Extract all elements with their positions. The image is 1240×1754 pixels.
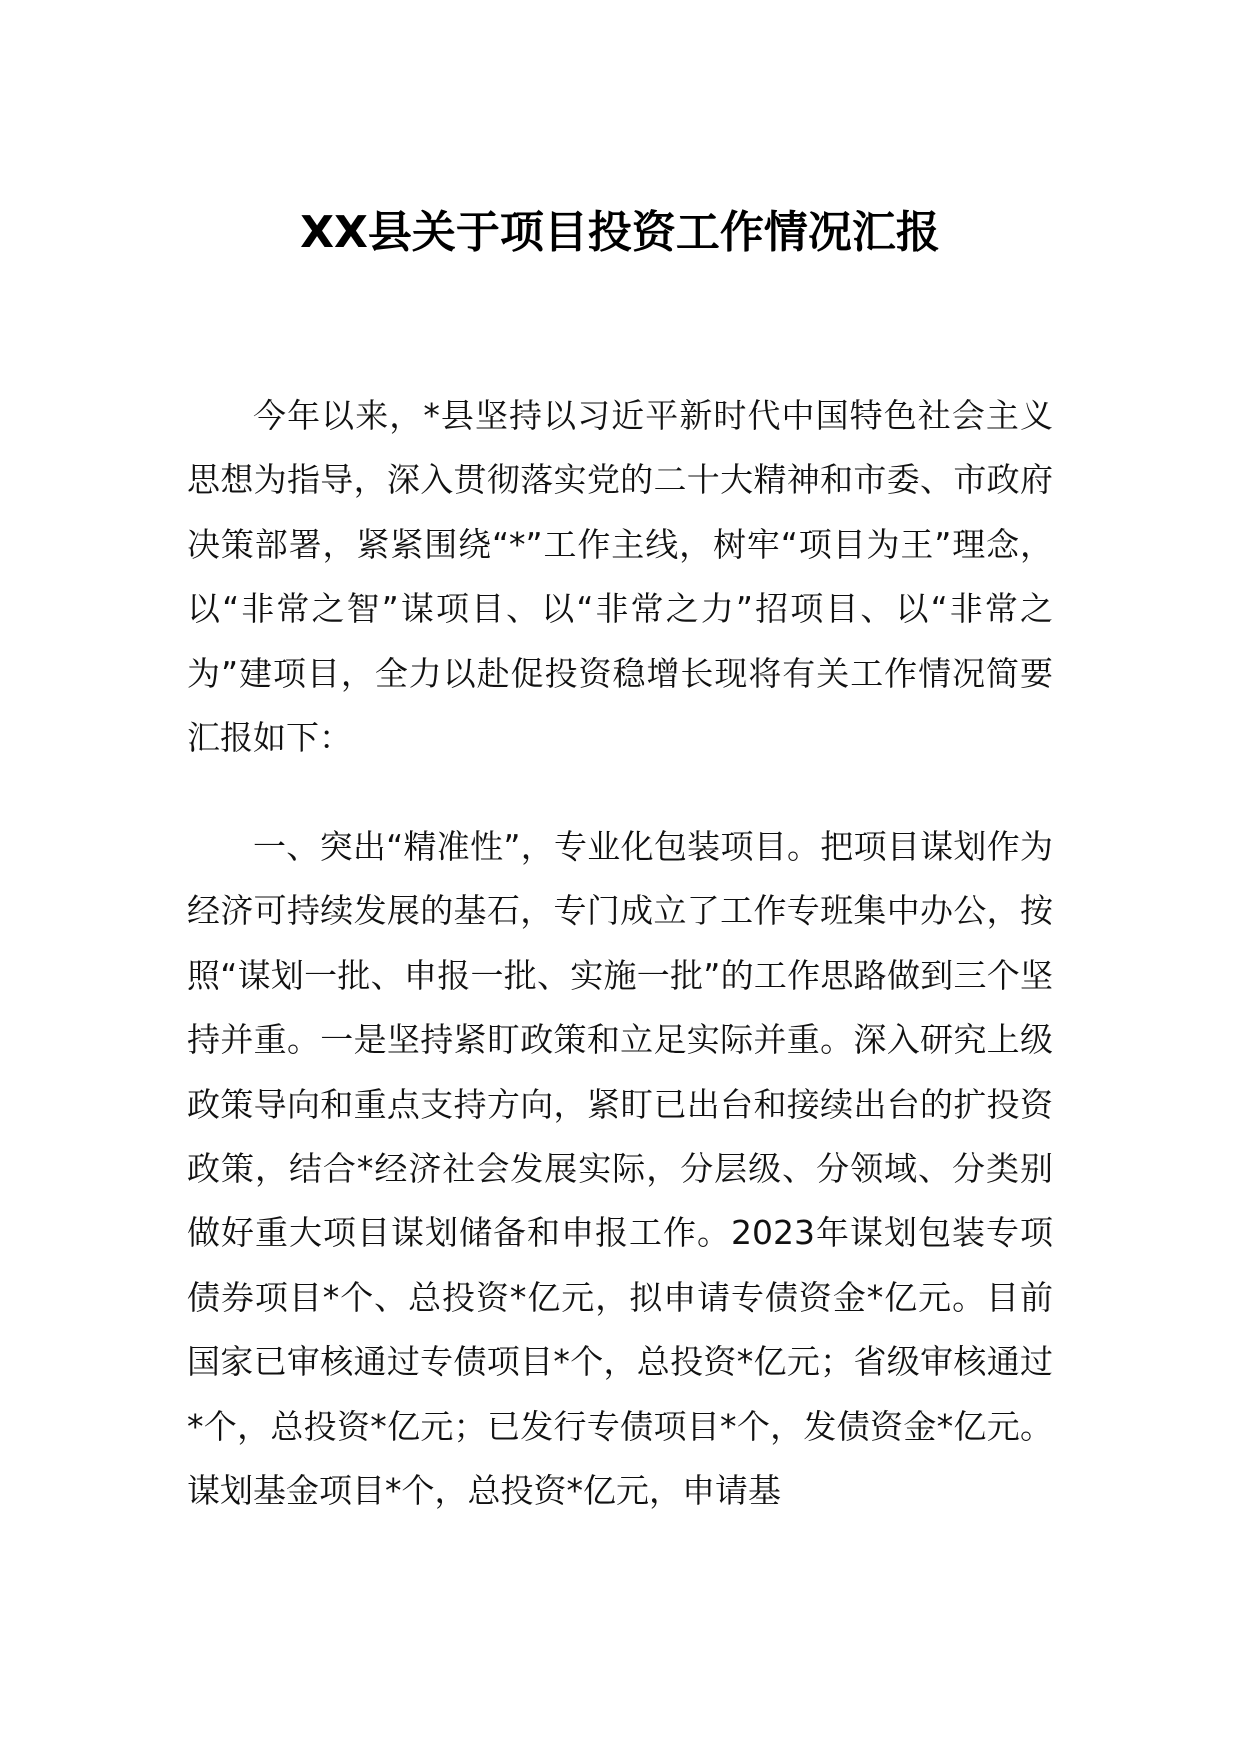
body-paragraph-intro: 今年以来，*县坚持以习近平新时代中国特色社会主义思想为指导，深入贯彻落实党的二十大精神和市委、市政府决策部署，紧紧围绕“*”工作主线，树牢“项目为王”理念，以“非常之智”谋项目、以“非常之力”招项目、以“非常之为”建项目，全力以赴促投资稳增长现将有关工作情况简要汇报如下： (187, 396, 1053, 758)
document-title: XX县关于项目投资工作情况汇报 (300, 207, 940, 258)
body-paragraph-section-one: 一、突出“精准性”，专业化包装项目。把项目谋划作为经济可持续发展的基石，专门成立了工作专班集中办公，按照“谋划一批、申报一批、实施一批”的工作思路做到三个坚持并重。一是坚持紧盯政策和立足实际并重。深入研究上级政策导向和重点支持方向，紧盯已出台和接续出台的扩投资政策，结合*经济社会发展实际，分层级、分领域、分类别做好重大项目谋划储备和申报工作。2023年谋划包装专项债券项目*个、总投资*亿元，拟申请专债资金*亿元。目前国家已审核通过专债项目*个，总投资*亿元；省级审核通过*个，总投资*亿元；已发行专债项目*个，发债资金*亿元。谋划基金项目*个，总投资*亿元，申请基 (187, 827, 1053, 1511)
